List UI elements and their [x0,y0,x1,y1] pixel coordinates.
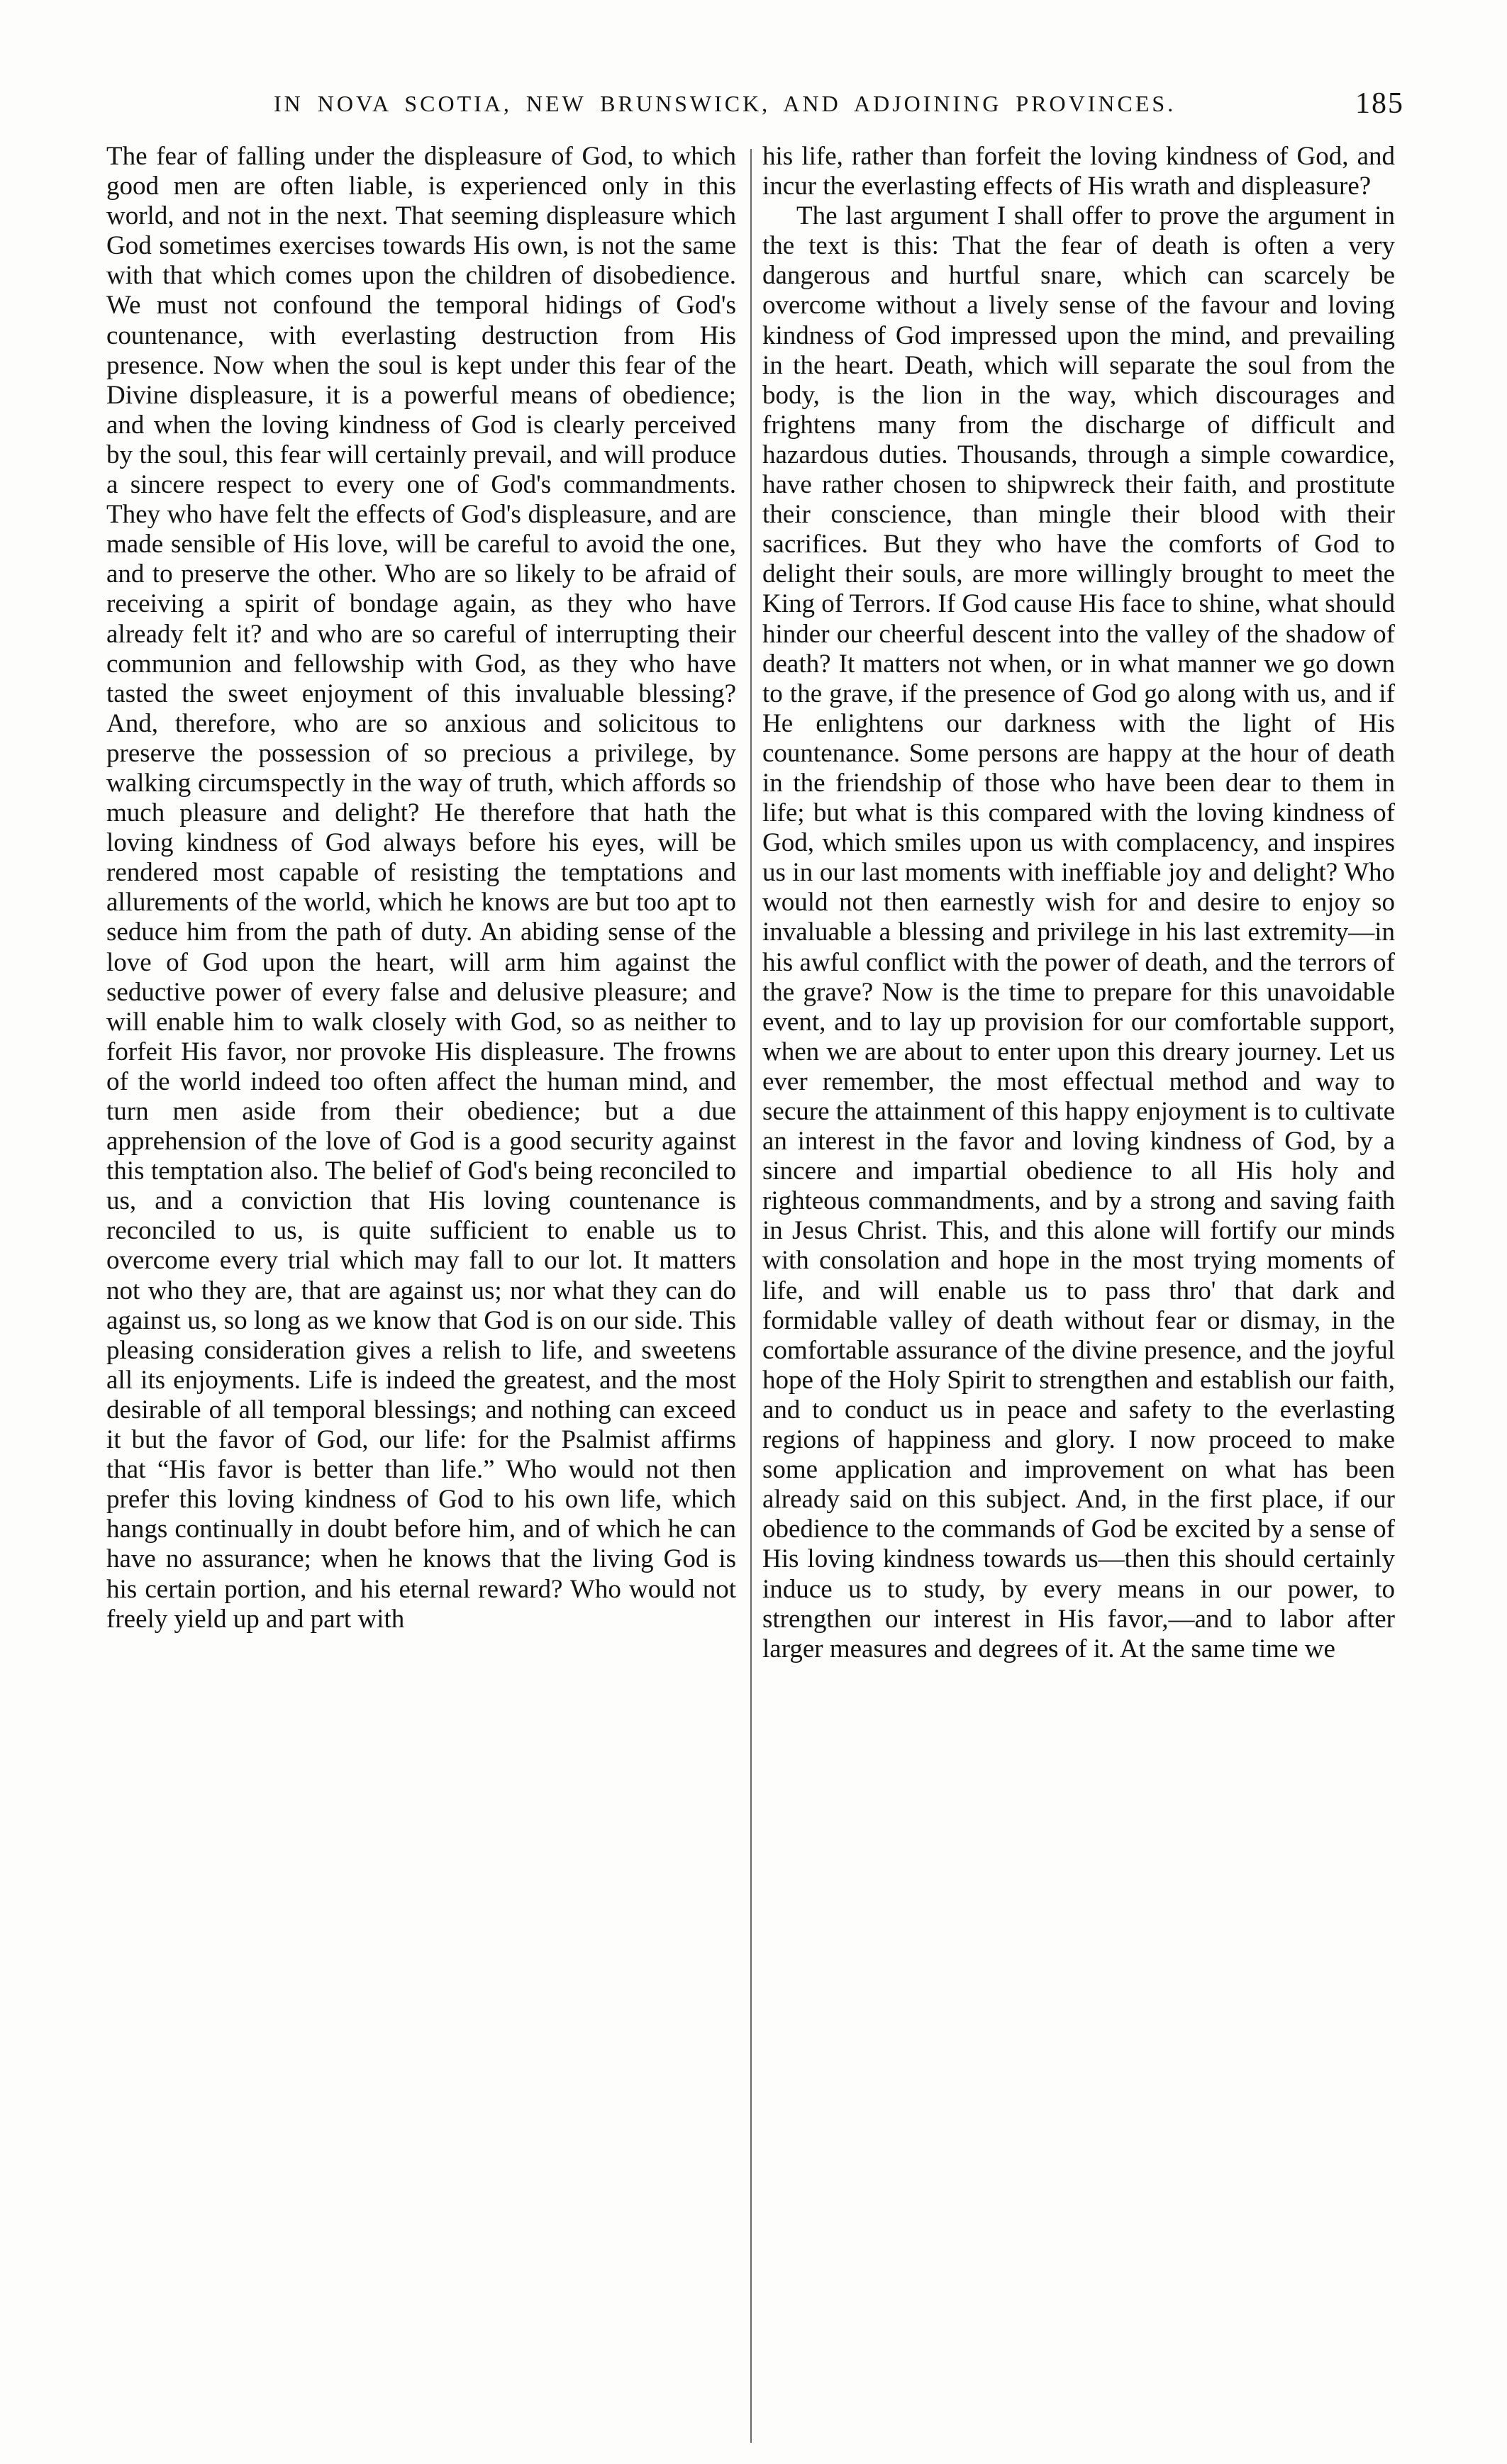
paragraph: The fear of falling under the displeasure of God, to which good men are often liable, is experienced only in this world, and not in the next. That seeming displeasure which God sometimes exercises towards His own, is not the same with that which comes upon the children of disobedience. We must not confound the temporal hidings of God's countenance, with everlasting destruction from His presence. Now when the soul is kept under this fear of the Divine displeasure, it is a powerful means of obedience; and when the loving kindness of God is clearly perceived by the soul, this fear will certainly prevail, and will produce a sincere respect to every one of God's commandments. They who have felt the effects of God's displeasure, and are made sensible of His love, will be careful to avoid the one, and to preserve the other. Who are so likely to be afraid of receiving a spirit of bondage again, as they who have already felt it? and who are so careful of interrupting their communion and fellowship with God, as they who have tasted the sweet enjoyment of this invaluable blessing? And, therefore, who are so anxious and solicitous to preserve the possession of so precious a privilege, by walking circumspectly in the way of truth, which affords so much pleasure and delight? He therefore that hath the loving kindness of God always before his eyes, will be rendered most capable of resisting the temptations and allurements of the world, which he knows are but too apt to seduce him from the path of duty. An abiding sense of the love of God upon the heart, will arm him against the seductive power of every false and delusive pleasure; and will enable him to walk closely with God, so as neither to forfeit His favor, nor provoke His displeasure. The frowns of the world indeed too often affect the human mind, and turn men aside from their obedience; but a due apprehension of the love of God is a good security against this temptation also. The belief of God's being reconciled to us, and a conviction that His loving countenance is reconciled to us, is quite sufficient to enable us to overcome every trial which may fall to our lot. It matters not who they are, that are against us; nor what they can do against us, so long as we know that God is on our side. This pleasing consideration gives a relish to life, and sweetens all its enjoyments. Life is indeed the greatest, and the most desirable of all temporal blessings; and nothing can exceed it but the favor of God, our life: for the Psalmist affirms that “His favor is better than life.” Who would not then prefer this loving kindness of God to his own life, which hangs continually in doubt before him, and of which he can have no assurance; when he knows that the living God is his certain portion, and his eternal reward? Who would not freely yield up and part with [106,142,736,1634]
running-head [106,87,1404,133]
right-column [762,142,1395,1664]
running-title: IN NOVA SCOTIA, NEW BRUNSWICK, AND ADJOINING PROVINCES. [274,91,1177,116]
column-divider [750,149,752,2443]
paragraph: his life, rather than forfeit the loving kindness of God, and incur the everlasting effects of His wrath and displeasure? [762,142,1395,201]
left-column [106,142,736,1634]
paragraph: The last argument I shall offer to prove the argument in the text is this: That the fear of death is often a very dangerous and hurtful snare, which can scarcely be overcome without a lively sense of the favour and loving kindness of God impressed upon the mind, and prevailing in the heart. Death, which will separate the soul from the body, is the lion in the way, which discourages and frightens many from the discharge of difficult and hazardous duties. Thousands, through a simple cowardice, have rather chosen to shipwreck their faith, and prostitute their conscience, than mingle their blood with their sacrifices. But they who have the comforts of God to delight their souls, are more willingly brought to meet the King of Terrors. If God cause His face to shine, what should hinder our cheerful descent into the valley of the shadow of death? It matters not when, or in what manner we go down to the grave, if the presence of God go along with us, and if He enlightens our darkness with the light of His countenance. Some persons are happy at the hour of death in the friendship of those who have been dear to them in life; but what is this compared with the loving kindness of God, which smiles upon us with complacency, and inspires us in our last moments with ineffiable joy and delight? Who would not then earnestly wish for and desire to enjoy so invaluable a blessing and privilege in his last extremity—in his awful conflict with the power of death, and the terrors of the grave? Now is the time to prepare for this unavoidable event, and to lay up provision for our comfortable support, when we are about to enter upon this dreary journey. Let us ever remember, the most effectual method and way to secure the attainment of this happy enjoyment is to cultivate an interest in the favor and loving kindness of God, by a sincere and impartial obedience to all His holy and righteous commandments, and by a strong and saving faith in Jesus Christ. This, and this alone will fortify our minds with consolation and hope in the most trying moments of life, and will enable us to pass thro' that dark and formidable valley of death without fear or dismay, in the comfortable assurance of the divine presence, and the joyful hope of the Holy Spirit to strengthen and establish our faith, and to conduct us in peace and safety to the everlasting regions of happiness and glory. I now proceed to make some application and improvement on what has been already said on this subject. And, in the first place, if our obedience to the commands of God be excited by a sense of His loving kindness towards us—then this should certainly induce us to study, by every means in our power, to strengthen our interest in His favor,—and to labor after larger measures and degrees of it. At the same time we [762,201,1395,1663]
page-number: 185 [1355,87,1404,120]
